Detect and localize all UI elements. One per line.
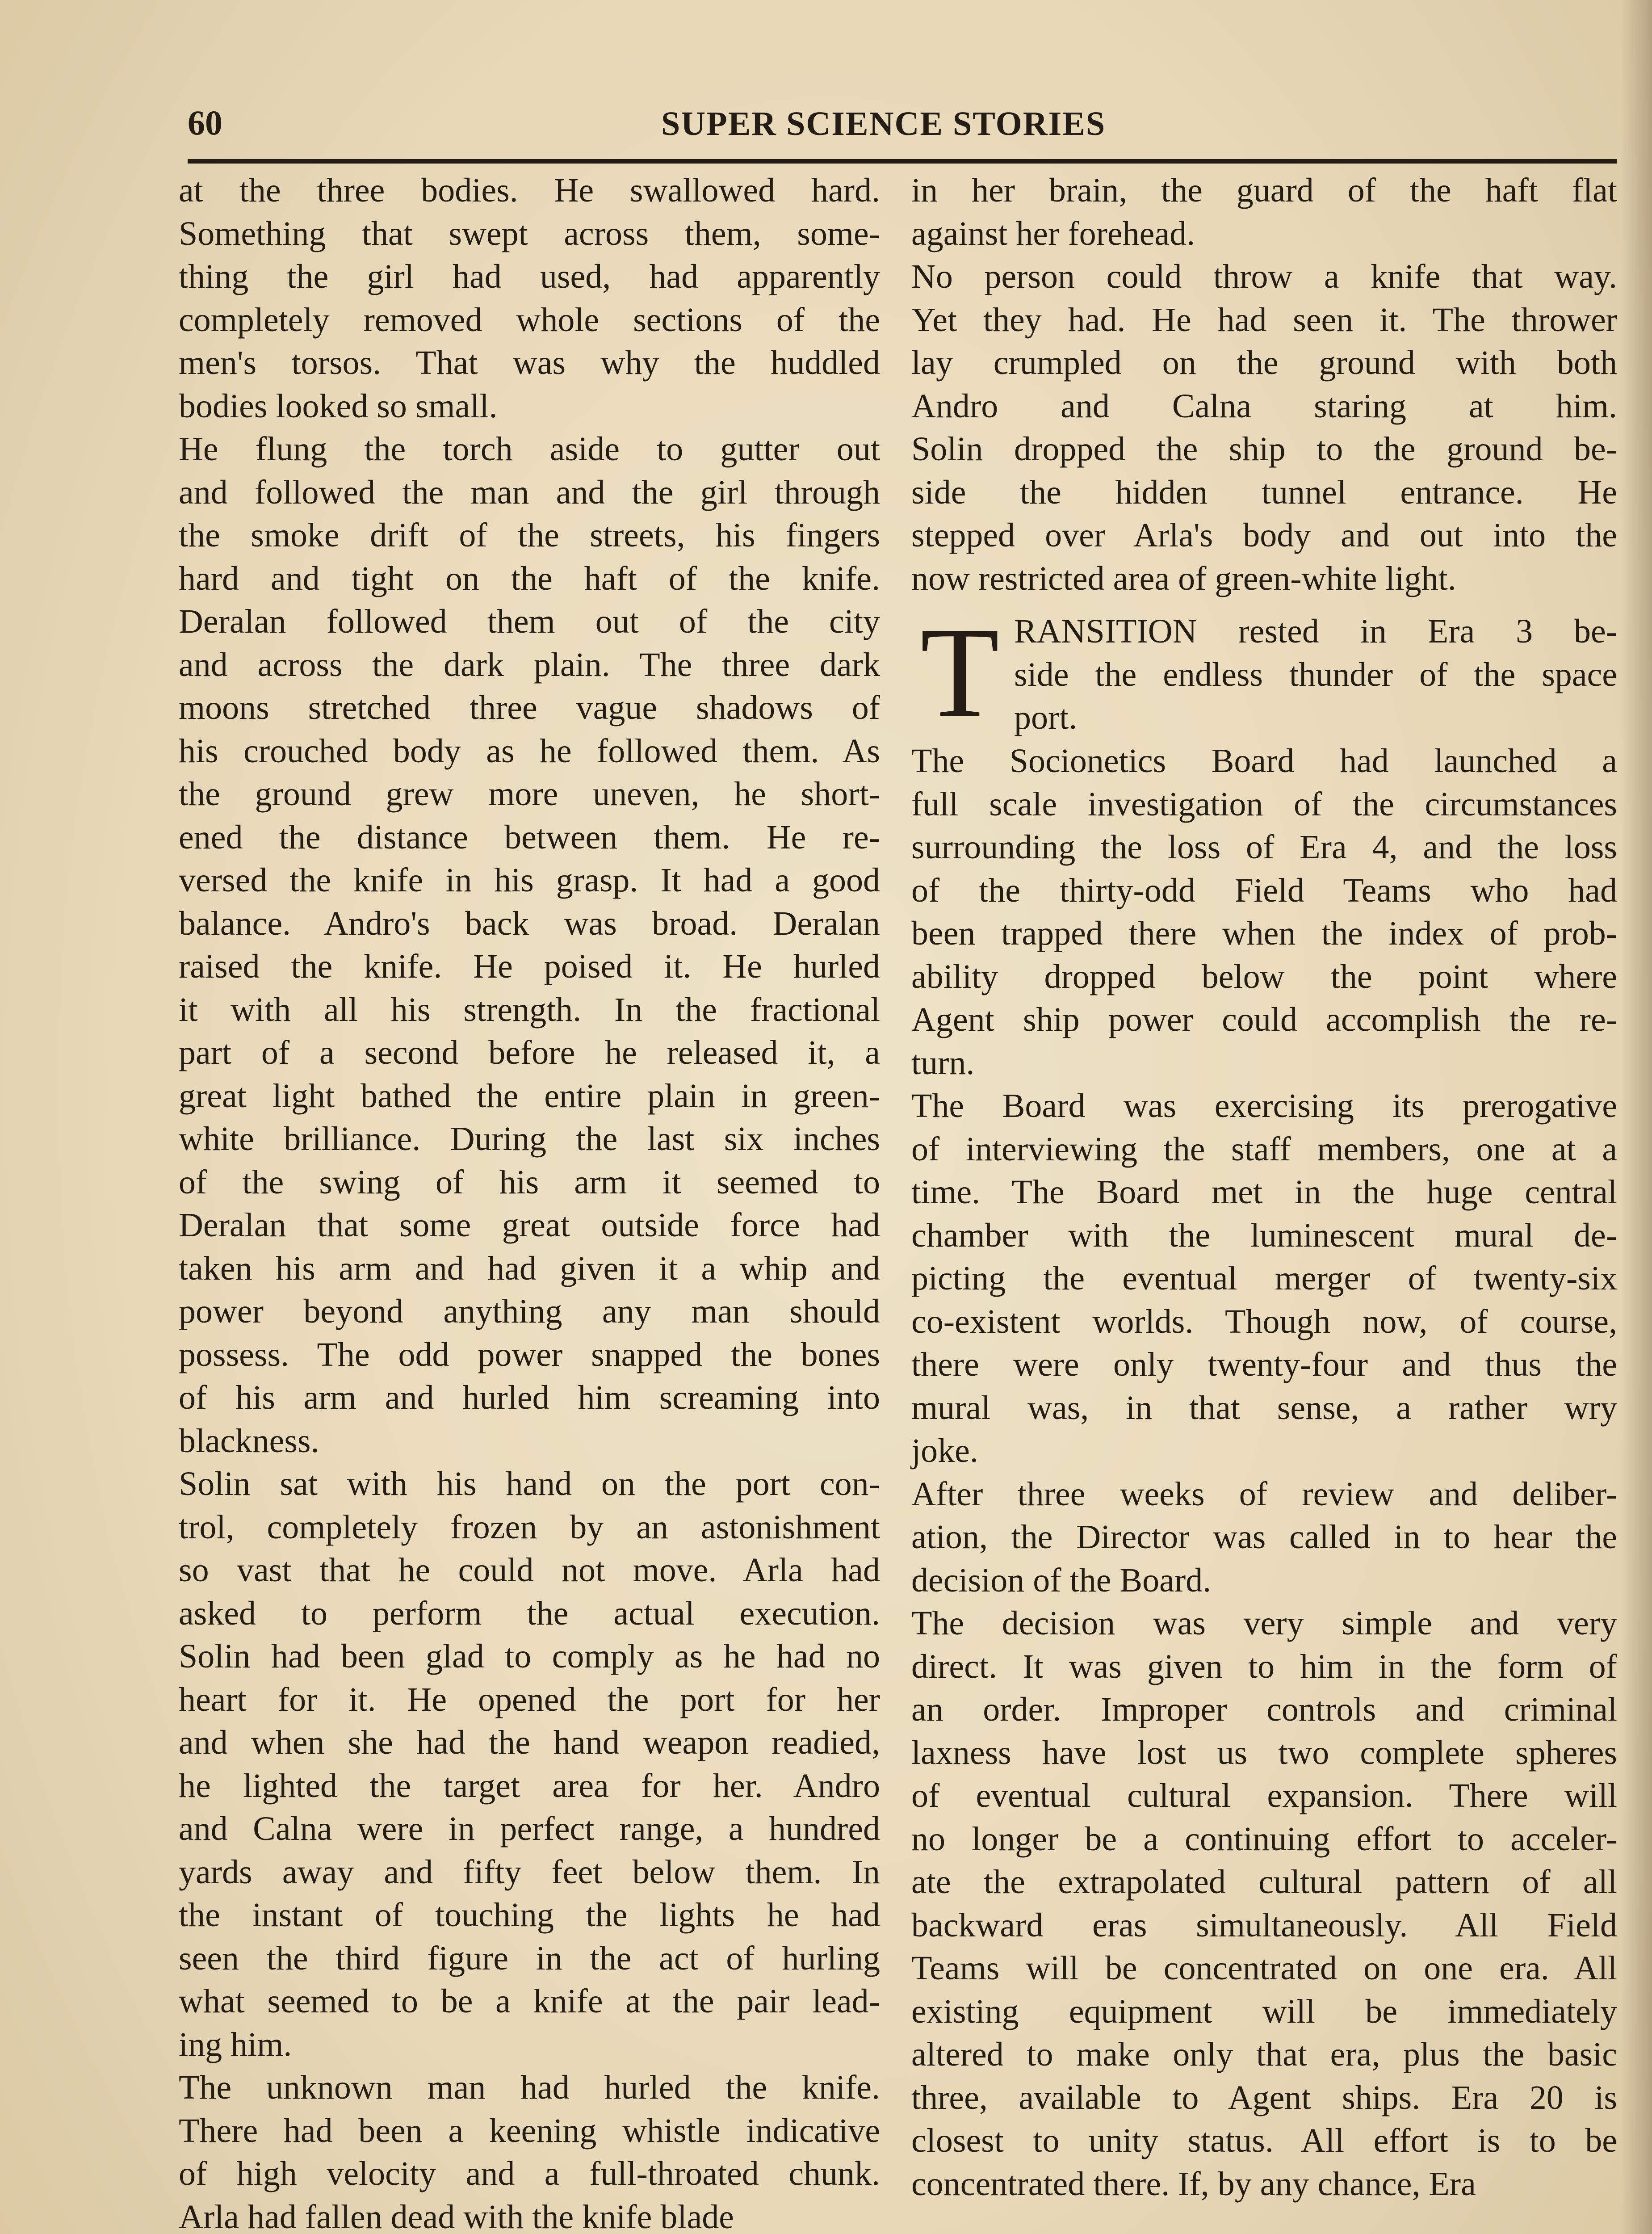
text-line: the instant of touching the lights he had [179, 1896, 880, 1934]
text-line: versed the knife in his grasp. It had a good [179, 861, 880, 899]
text-line: white brilliance. During the last six inches [179, 1120, 880, 1158]
text-line: After three weeks of review and deliber- [911, 1475, 1617, 1513]
text-line: altered to make only that era, plus the basic [911, 2036, 1617, 2073]
text-line: it with all his strength. In the fractional [179, 991, 880, 1029]
text-line: The decision was very simple and very [911, 1604, 1617, 1642]
text-line: time. The Board met in the huge central [911, 1173, 1617, 1211]
text-line: RANSITION rested in Era 3 be- [1014, 613, 1617, 650]
text-line: side the hidden tunnel entrance. He [911, 473, 1617, 511]
text-line: laxness have lost us two complete spheres [911, 1734, 1617, 1772]
text-line: an order. Improper controls and criminal [911, 1691, 1617, 1728]
text-line: part of a second before he released it, a [179, 1034, 880, 1071]
text-line: The unknown man had hurled the knife. [179, 2069, 880, 2106]
text-line: now restricted area of green-white light. [911, 559, 1456, 597]
text-line: asked to perform the actual execution. [179, 1594, 880, 1632]
text-line: Something that swept across them, some- [179, 214, 880, 252]
text-line: of eventual cultural expansion. There will [911, 1777, 1617, 1814]
text-line: surrounding the loss of Era 4, and the loss [911, 828, 1617, 866]
text-line: stepped over Arla's body and out into the [911, 517, 1617, 554]
text-line: joke. [911, 1432, 978, 1470]
text-line: moons stretched three vague shadows of [179, 689, 880, 726]
text-line: Andro and Calna staring at him. [911, 387, 1617, 425]
text-line: great light bathed the entire plain in green- [179, 1077, 880, 1115]
text-line: Teams will be concentrated on one era. All [911, 1949, 1617, 1987]
text-line: in her brain, the guard of the haft flat [911, 172, 1617, 209]
text-line: co-existent worlds. Though now, of course, [911, 1302, 1617, 1340]
text-line: of the swing of his arm it seemed to [179, 1163, 880, 1201]
dropcap-lines [1014, 610, 1617, 739]
text-line: decision of the Board. [911, 1561, 1212, 1599]
text-line: balance. Andro's back was broad. Deralan [179, 904, 880, 942]
text-line: ability dropped below the point where [911, 957, 1617, 995]
text-line: There had been a keening whistle indicative [179, 2112, 880, 2150]
header-rule [188, 159, 1617, 164]
right-column [911, 169, 1617, 2205]
text-line: power beyond anything any man should [179, 1293, 880, 1330]
text-line: He flung the torch aside to gutter out [179, 430, 880, 468]
text-line: The Socionetics Board had launched a [911, 742, 1617, 780]
text-line: of the thirty-odd Field Teams who had [911, 871, 1617, 909]
text-line: of interviewing the staff members, one at a [911, 1130, 1617, 1168]
text-line: ing him. [179, 2025, 292, 2063]
text-line: lay crumpled on the ground with both [911, 344, 1617, 382]
text-line: Deralan followed them out of the city [179, 603, 880, 640]
text-line: hard and tight on the haft of the knife. [179, 559, 880, 597]
text-line: full scale investigation of the circumstances [911, 785, 1617, 823]
text-line: Solin sat with his hand on the port con- [179, 1465, 880, 1503]
text-line: closest to unity status. All effort is to be [911, 2122, 1617, 2159]
text-line: at the three bodies. He swallowed hard. [179, 172, 880, 209]
text-line: his crouched body as he followed them. As [179, 732, 880, 770]
text-line: the ground grew more uneven, he short- [179, 775, 880, 813]
text-line: raised the knife. He poised it. He hurled [179, 948, 880, 985]
text-line: ation, the Director was called in to hear the [911, 1518, 1617, 1556]
text-line: existing equipment will be immediately [911, 1992, 1617, 2030]
text-line: there were only twenty-four and thus the [911, 1346, 1617, 1383]
text-line: the smoke drift of the streets, his fingers [179, 517, 880, 554]
right-column-bottom [911, 739, 1617, 2205]
text-line: ate the extrapolated cultural pattern of all [911, 1863, 1617, 1901]
text-line: possess. The odd power snapped the bones [179, 1335, 880, 1373]
text-line: seen the third figure in the act of hurling [179, 1939, 880, 1977]
text-line: Arla had fallen dead with the knife blade [179, 2198, 734, 2234]
text-line: Solin dropped the ship to the ground be- [911, 430, 1617, 468]
dropcap-letter: T [920, 600, 1000, 744]
section-gap [911, 600, 1617, 610]
text-line: Deralan that some great outside force had [179, 1206, 880, 1244]
text-line: The Board was exercising its prerogative [911, 1087, 1617, 1125]
text-line: Solin had been glad to comply as he had no [179, 1638, 880, 1675]
text-line: heart for it. He opened the port for her [179, 1680, 880, 1718]
running-title: SUPER SCIENCE STORIES [661, 105, 1106, 143]
text-line: no longer be a continuing effort to acceler- [911, 1820, 1617, 1858]
page-number: 60 [188, 103, 222, 142]
text-line: direct. It was given to him in the form of [911, 1647, 1617, 1685]
text-line: yards away and fifty feet below them. In [179, 1853, 880, 1891]
page-header [188, 94, 1617, 161]
text-line: backward eras simultaneously. All Field [911, 1906, 1617, 1944]
text-line: and across the dark plain. The three dark [179, 646, 880, 684]
left-column [179, 169, 880, 2234]
text-line: picting the eventual merger of twenty-six [911, 1260, 1617, 1297]
text-line: ened the distance between them. He re- [179, 818, 880, 856]
text-line: concentrated there. If, by any chance, Era [911, 2165, 1476, 2203]
text-line: he lighted the target area for her. Andro [179, 1767, 880, 1805]
page-edge-shadow [1621, 0, 1652, 2234]
text-line: bodies looked so small. [179, 387, 498, 425]
dropcap-paragraph [911, 600, 1617, 744]
right-column-top [911, 169, 1617, 600]
text-line: three, available to Agent ships. Era 20 is [911, 2079, 1617, 2116]
text-line: turn. [911, 1044, 975, 1082]
text-line: thing the girl had used, had apparently [179, 258, 880, 295]
text-line: and Calna were in perfect range, a hundred [179, 1810, 880, 1848]
text-line: and followed the man and the girl through [179, 473, 880, 511]
text-line: completely removed whole sections of the [179, 301, 880, 339]
text-line: been trapped there when the index of prob- [911, 915, 1617, 952]
text-line: chamber with the luminescent mural de- [911, 1216, 1617, 1254]
text-line: so vast that he could not move. Arla had [179, 1551, 880, 1589]
text-line: Agent ship power could accomplish the re- [911, 1001, 1617, 1038]
text-line: of his arm and hurled him screaming into [179, 1379, 880, 1416]
text-line: port. [1014, 699, 1078, 736]
text-line: trol, completely frozen by an astonishment [179, 1508, 880, 1546]
text-line: of high velocity and a full-throated chunk. [179, 2155, 880, 2192]
text-line: side the endless thunder of the space [1014, 655, 1617, 693]
text-line: against her forehead. [911, 214, 1195, 252]
text-line: men's torsos. That was why the huddled [179, 344, 880, 382]
text-line: what seemed to be a knife at the pair lead- [179, 1982, 880, 2020]
text-line: taken his arm and had given it a whip and [179, 1249, 880, 1287]
text-line: blackness. [179, 1422, 319, 1460]
text-line: mural was, in that sense, a rather wry [911, 1389, 1617, 1427]
text-line: Yet they had. He had seen it. The thrower [911, 301, 1617, 339]
text-line: No person could throw a knife that way. [911, 258, 1617, 295]
text-line: and when she had the hand weapon readied, [179, 1724, 880, 1761]
